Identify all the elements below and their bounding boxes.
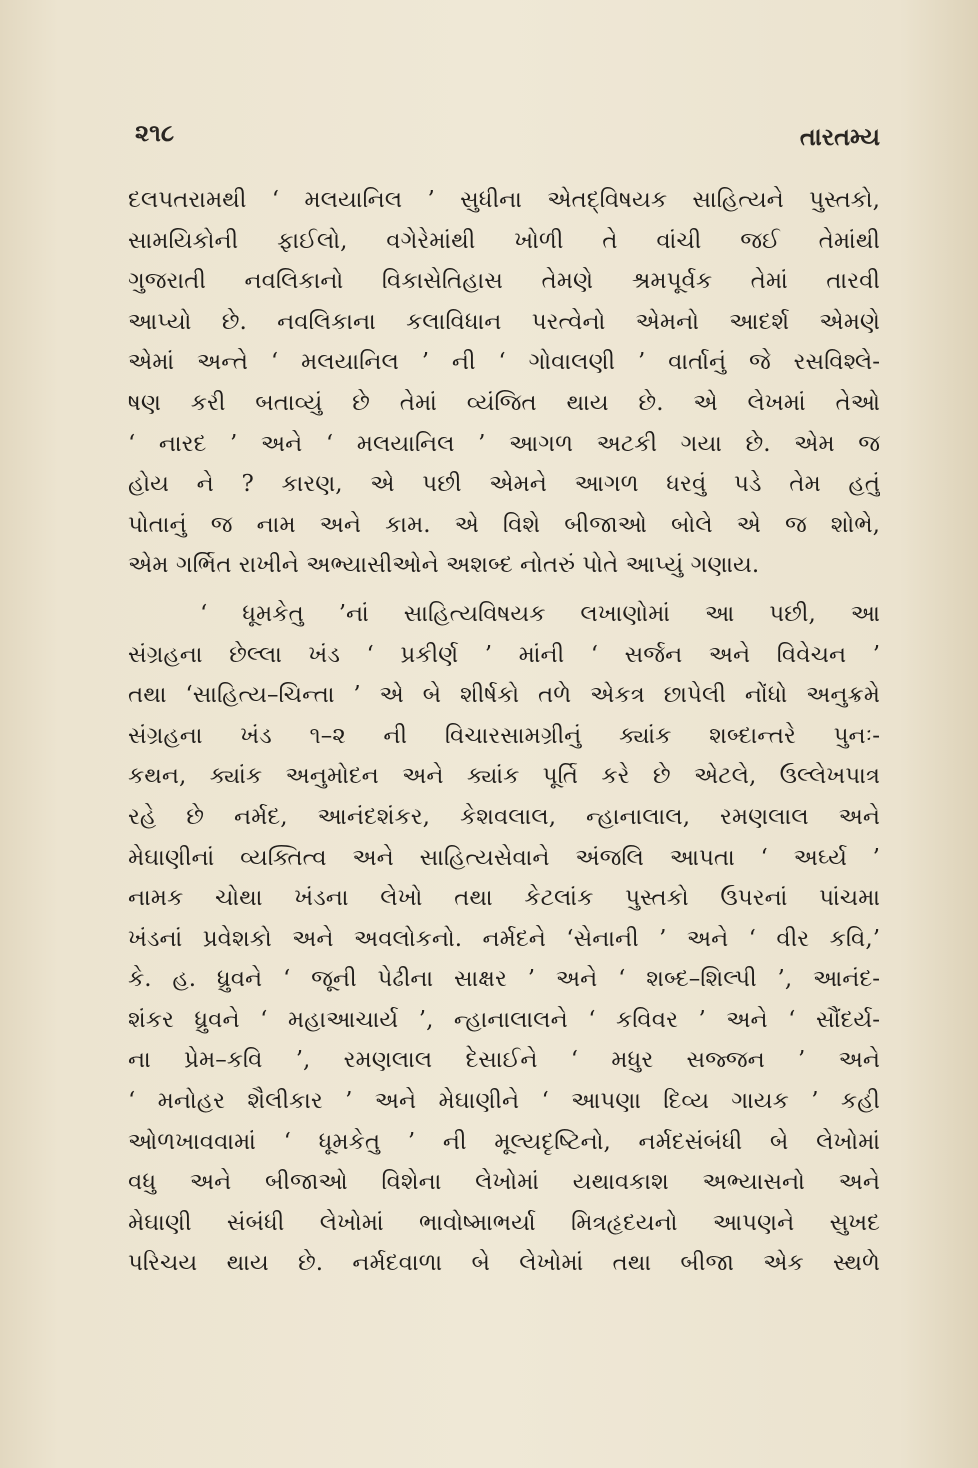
- paragraph-gap: [128, 586, 880, 594]
- text-line: હોય ને ? કારણ, એ પછી એમને આગળ ધરવું પડે તેમ હતું: [128, 471, 880, 498]
- text-line: સંગ્રહના છેલ્લા ખંડ ‘ પ્રકીર્ણ ’ માંની ‘ સર્જન અને વિવેચન ’: [128, 641, 880, 668]
- text-line: એમ ગર્ભિત રાખીને અભ્યાસીઓને અશબ્દ નોતરું પોતે આપ્યું ગણાય.: [128, 552, 760, 579]
- text-line: પોતાનું જ નામ અને કામ. એ વિશે બીજાઓ બોલે એ જ શોભે,: [128, 511, 880, 538]
- text-line: એમાં અન્તે ‘ મલયાનિલ ’ ની ‘ ગોવાલણી ’ વાર્તાનું જે રસવિશ્લે-: [128, 349, 880, 376]
- text-line: દલપતરામથી ‘ મલયાનિલ ’ સુધીના એતદ્‌વિષયક સાહિત્યને પુસ્તકો,: [128, 187, 880, 213]
- text-line: ‘ નારદ ’ અને ‘ મલયાનિલ ’ આગળ અટકી ગયા છે. એમ જ: [128, 430, 880, 457]
- text-line: ઓળખાવવામાં ‘ ધૂમકેતુ ’ ની મૂલ્યદૃષ્ટિનો, નર્મદસંબંધી બે લેખોમાં: [128, 1128, 880, 1155]
- text-line: પરિચય થાય છે. નર્મદવાળા બે લેખોમાં તથા બીજા એક સ્થળે: [128, 1250, 880, 1277]
- text-line: ષણ કરી બતાવ્યું છે તેમાં વ્યંજિત થાય છે. એ લેખમાં તેઓ: [128, 389, 880, 416]
- text-line: ના પ્રેમ–કવિ ’, રમણલાલ દેસાઈને ‘ મધુર સજ્જન ’ અને: [128, 1047, 880, 1074]
- text-line: કથન, ક્યાંક અનુમોદન અને ક્યાંક પૂર્તિ કરે છે એટલે, ઉલ્લેખપાત્ર: [128, 763, 880, 790]
- page-header: [135, 118, 880, 158]
- text-line: વધુ અને બીજાઓ વિશેના લેખોમાં યથાવકાશ અભ્યાસનો અને: [128, 1169, 880, 1196]
- text-line: કે. હ. ધ્રુવને ‘ જૂની પેઢીના સાક્ષર ’ અને ‘ શબ્દ–શિલ્પી ’, આનંદ-: [128, 966, 880, 993]
- text-line: ગુજરાતી નવલિકાનો વિકાસેતિહાસ તેમણે શ્રમપૂર્વક તેમાં તારવી: [128, 268, 880, 295]
- body-text: [128, 180, 880, 1284]
- text-line: ‘ મનોહર શૈલીકાર ’ અને મેઘાણીને ‘ આપણા દિવ્ય ગાયક ’ કહી: [128, 1088, 880, 1115]
- text-line: સંગ્રહના ખંડ ૧–૨ ની વિચારસામગ્રીનું ક્યાંક શબ્દાન્તરે પુનઃ-: [128, 722, 880, 749]
- page-number: ૨૧૮: [135, 118, 175, 147]
- text-line: ‘ ધૂમકેતુ ’નાં સાહિત્યવિષયક લખાણોમાં આ પછી, આ: [200, 600, 880, 627]
- paragraph-1: [128, 180, 880, 586]
- text-line: મેઘાણીનાં વ્યક્તિત્વ અને સાહિત્યસેવાને અંજલિ આપતા ‘ અર્ઘ્ય ’: [128, 844, 880, 871]
- text-line: મેઘાણી સંબંધી લેખોમાં ભાવોષ્માભર્યા મિત્રહૃદયનો આપણને સુખદ: [128, 1209, 880, 1236]
- text-line: ખંડનાં પ્રવેશકો અને અવલોકનો. નર્મદને ‘સેનાની ’ અને ‘ વીર કવિ,’: [128, 925, 880, 952]
- text-line: નામક ચોથા ખંડના લેખો તથા કેટલાંક પુસ્તકો ઉપરનાં પાંચમા: [128, 885, 880, 912]
- text-line: સામયિકોની ફાઈલો, વગેરેમાંથી ખોળી તે વાંચી જઈ તેમાંથી: [128, 227, 880, 254]
- text-line: આપ્યો છે. નવલિકાના કલાવિધાન પરત્વેનો એમનો આદર્શ એમણે: [128, 308, 880, 335]
- text-line: તથા ‘સાહિત્ય–ચિન્તા ’ એ બે શીર્ષકો તળે એકત્ર છાપેલી નોંધો અનુક્રમે: [128, 682, 880, 709]
- text-line: રહે છે નર્મદ, આનંદશંકર, કેશવલાલ, ન્હાનાલાલ, રમણલાલ અને: [128, 803, 880, 830]
- text-line: શંકર ધ્રુવને ‘ મહાઆચાર્ય ’, ન્હાનાલાલને ‘ કવિવર ’ અને ‘ સૌંદર્ય-: [128, 1006, 880, 1033]
- running-head: તારતમ્ય: [799, 122, 880, 151]
- paragraph-2: [128, 594, 880, 1284]
